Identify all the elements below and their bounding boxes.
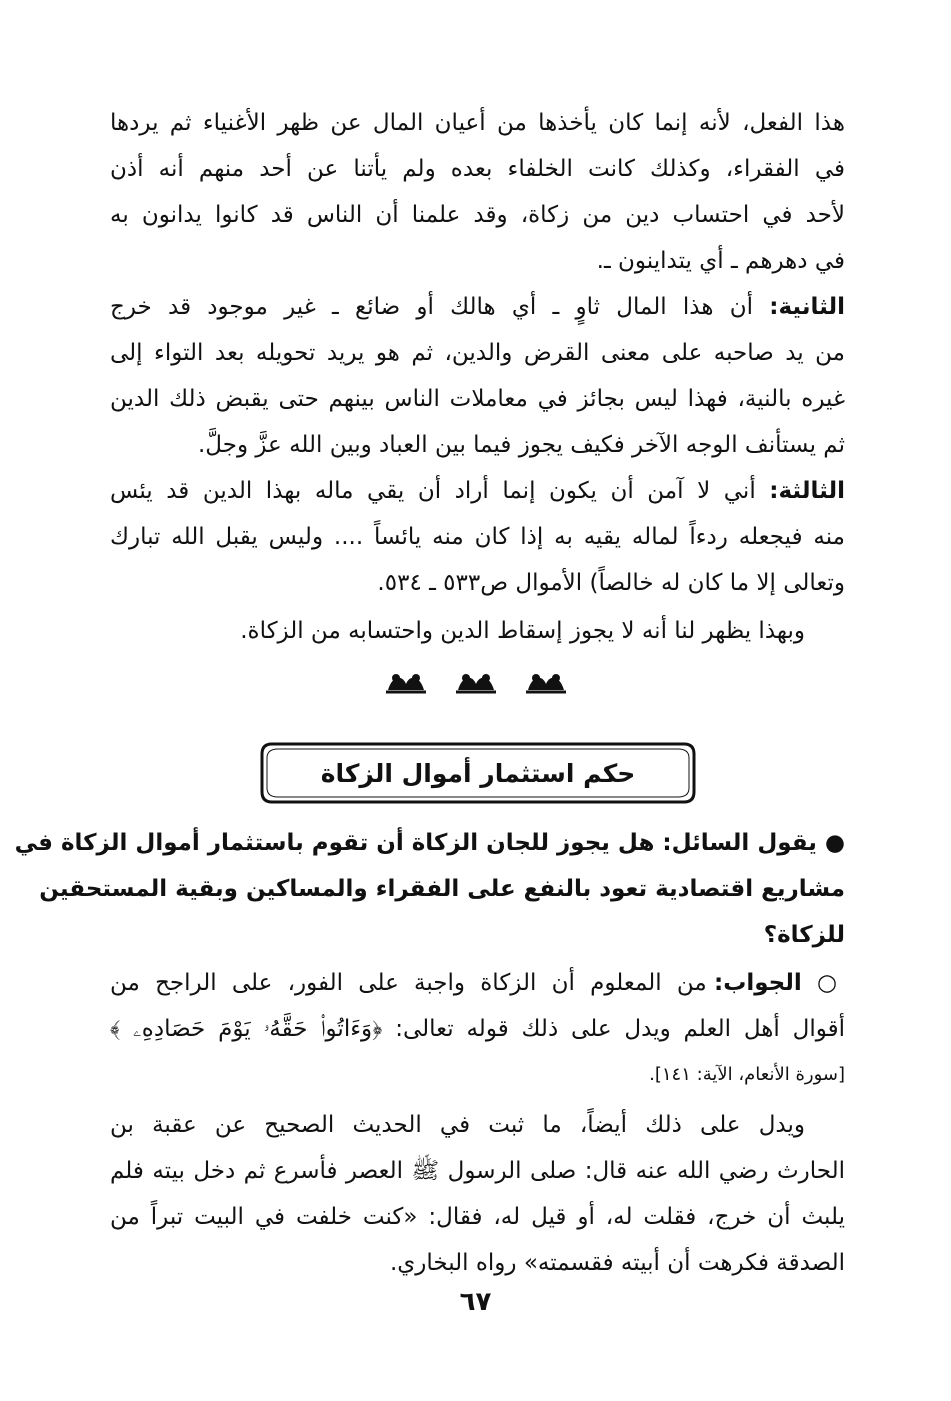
text-line: من يد صاحبه على معنى القرض والدين، ثم هو يريد تحويله بعد التواء إلى xyxy=(110,340,845,366)
text-line: الحارث رضي الله عنه قال: صلى الرسول ﷺ العصر فأسرع ثم دخل بيته فلم xyxy=(110,1158,845,1184)
paragraph-label: الجواب: xyxy=(714,970,802,996)
text-line: مشاريع اقتصادية تعود بالنفع على الفقراء والمساكين وبقية المستحقين xyxy=(39,876,845,902)
paragraph-third-reason xyxy=(110,468,845,606)
section-divider-ornament xyxy=(0,668,951,708)
quran-citation: [سورة الأنعام، الآية: ١٤١]. xyxy=(649,1064,845,1085)
question-paragraph xyxy=(14,820,845,958)
text-line: في دهرهم ـ أي يتداينون ـ. xyxy=(596,248,845,274)
bullet-icon: ● xyxy=(824,830,845,856)
text-line: وبهذا يظهر لنا أنه لا يجوز إسقاط الدين واحتسابه من الزكاة. xyxy=(240,618,805,644)
paragraph-hadith xyxy=(110,1102,845,1286)
text-line: يلبث أن خرج، فقلت له، أو قيل له، فقال: «كنت خلفت في البيت تبراً من xyxy=(110,1204,845,1230)
text-line: منه فيجعله ردءاً لماله يقيه به إذا كان منه يائساً .... وليس يقبل الله تبارك xyxy=(110,524,845,550)
floral-ornament-icon xyxy=(524,668,568,698)
text-line: ○ الجواب: من المعلوم أن الزكاة واجبة على الفور، على الراجح من xyxy=(110,970,845,996)
text-line: الصدقة فكرهت أن أبيته فقسمته» رواه البخاري. xyxy=(389,1250,845,1276)
text-line: غيره بالنية، فهذا ليس بجائز في معاملات الناس بينهم حتى يقبض ذلك الدين xyxy=(110,386,845,412)
text-line: ويدل على ذلك أيضاً، ما ثبت في الحديث الصحيح عن عقبة بن xyxy=(110,1112,805,1138)
section-title-frame xyxy=(258,740,698,806)
text-line: ● يقول السائل: هل يجوز للجان الزكاة أن تقوم باستثمار أموال الزكاة في xyxy=(14,830,845,856)
circle-marker-icon: ○ xyxy=(817,970,845,996)
text-line: للزكاة؟ xyxy=(763,922,845,948)
text-line: أقوال أهل العلم ويدل على ذلك قوله تعالى: ﴿وَءَاتُوا۟ حَقَّهُۥ يَوْمَ حَصَادِهِۦ ﴾ xyxy=(110,1016,845,1042)
text-line: الثالثة: أني لا آمن أن يكون إنما أراد أن يقي ماله بهذا الدين قد يئس xyxy=(110,478,845,504)
text-line: هذا الفعل، لأنه إنما كان يأخذها من أعيان المال عن ظهر الأغنياء ثم يردها xyxy=(110,110,845,136)
paragraph-label: الثالثة: xyxy=(769,478,845,504)
text-line: لأحد في احتساب دين من زكاة، وقد علمنا أن الناس قد كانوا يدانون به xyxy=(110,202,845,228)
page-number: ٦٧ xyxy=(459,1287,492,1317)
paragraph-second-reason xyxy=(110,284,845,468)
floral-ornament-icon xyxy=(454,668,498,698)
section-title: حكم استثمار أموال الزكاة xyxy=(320,758,636,788)
paragraph-label: الثانية: xyxy=(769,294,845,320)
text-line: الثانية: أن هذا المال ثاوٍ ـ أي هالك أو ضائع ـ غير موجود قد خرج xyxy=(110,294,845,320)
floral-ornament-icon xyxy=(384,668,428,698)
text-line: ثم يستأنف الوجه الآخر فكيف يجوز فيما بين العباد وبين الله عزَّ وجلَّ. xyxy=(198,432,845,458)
text-line: وتعالى إلا ما كان له خالصاً) الأموال ص٥٣٣ ـ ٥٣٤. xyxy=(377,570,845,596)
text-line: في الفقراء، وكذلك كانت الخلفاء بعده ولم يأتنا عن أحد منهم أنه أذن xyxy=(110,156,845,182)
paragraph-1 xyxy=(110,100,845,284)
answer-paragraph xyxy=(110,960,845,1098)
paragraph-conclusion xyxy=(110,608,845,654)
